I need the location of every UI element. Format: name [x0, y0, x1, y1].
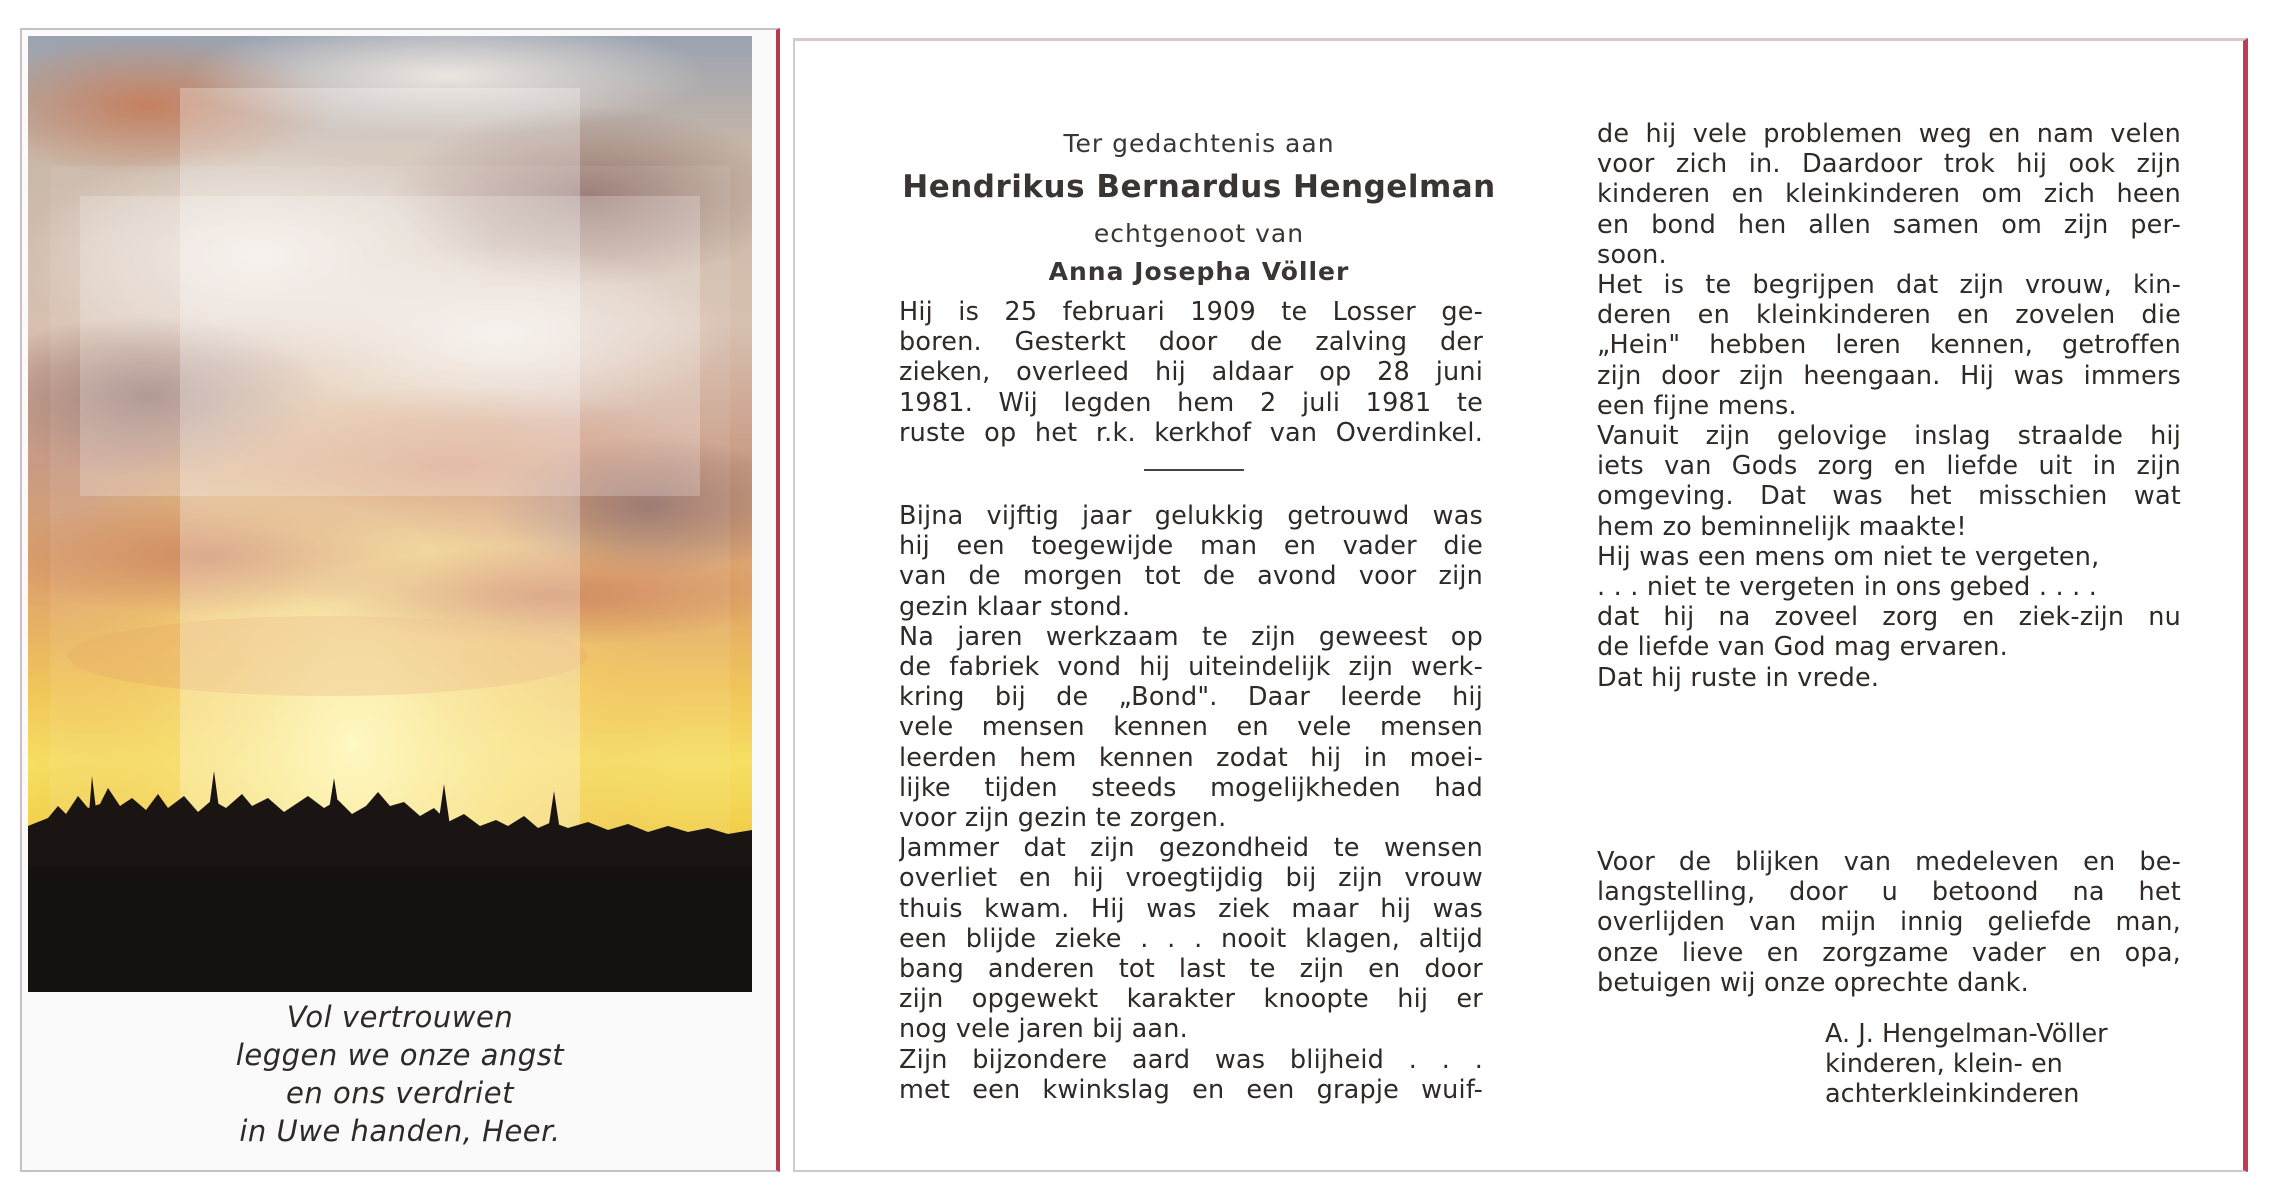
verse-line: en ons verdriet — [286, 1076, 514, 1110]
body-line: . . . niet te vergeten in ons gebed . . . . — [1597, 572, 2097, 603]
body-line: leerden hem kennen zodat hij in moei- — [899, 742, 1483, 773]
thanks-line: overlijden van mijn innig geliefde man, — [1597, 907, 2181, 938]
sunset-cross-photo — [28, 36, 752, 992]
verse — [22, 998, 778, 1150]
biography-line: 1981. Wij legden hem 2 juli 1981 te — [899, 387, 1483, 418]
sunset-photo-illustration — [28, 36, 752, 992]
body-line: „Hein" hebben leren kennen, getroffen — [1597, 330, 2181, 361]
body-text-left — [899, 501, 1483, 1105]
section-divider — [1144, 469, 1244, 471]
thanks-line: Voor de blijken van medeleven en be- — [1597, 847, 2181, 877]
memorial-card-text — [793, 38, 2248, 1172]
biography-line: ruste op het r.k. kerkhof van Overdinkel. — [899, 417, 1483, 448]
biography-line: zieken, overleed hij aldaar op 28 juni — [899, 357, 1483, 388]
body-line: Jammer dat zijn gezondheid te wensen — [899, 833, 1483, 864]
body-text-right — [1597, 119, 2181, 693]
body-line: omgeving. Dat was het misschien wat — [1597, 481, 2181, 512]
spouse-name: Anna Josepha Völler — [1048, 257, 1350, 286]
body-line: soon. — [1597, 239, 1667, 270]
signature-name: A. J. Hengelman-Völler — [1825, 1019, 2108, 1049]
body-line: bang anderen tot last te zijn en door — [899, 954, 1483, 985]
biography-paragraph — [899, 297, 1483, 448]
body-line: Vanuit zijn gelovige inslag straalde hij — [1597, 421, 2181, 452]
body-line: een fijne mens. — [1597, 390, 1797, 421]
body-line: Na jaren werkzaam te zijn geweest op — [899, 621, 1483, 652]
verse-line: in Uwe handen, Heer. — [239, 1114, 561, 1148]
memorial-card-front — [20, 28, 780, 1172]
body-line: een blijde zieke . . . nooit klagen, altijd — [899, 923, 1483, 954]
body-line: overliet en hij vroegtijdig bij zijn vrouw — [899, 863, 1483, 894]
body-line: hem zo beminnelijk maakte! — [1597, 511, 1967, 542]
biography-line: Hij is 25 februari 1909 te Losser ge- — [899, 297, 1483, 327]
intro-heading: Ter gedachtenis aan — [1063, 129, 1335, 158]
signature-block — [1825, 1019, 2108, 1110]
body-line: Dat hij ruste in vrede. — [1597, 662, 1880, 693]
body-line: iets van Gods zorg en liefde uit in zijn — [1597, 451, 2181, 482]
signature-line: achterkleinkinderen — [1825, 1079, 2080, 1110]
body-line: de hij vele problemen weg en nam velen — [1597, 119, 2181, 149]
body-line: hij een toegewijde man en vader die — [899, 531, 1483, 562]
deceased-name: Hendrikus Bernardus Hengelman — [902, 169, 1496, 205]
body-line: Bijna vijftig jaar gelukkig getrouwd was — [899, 501, 1483, 531]
body-line: voor zich in. Daardoor trok hij ook zijn — [1597, 149, 2181, 180]
body-line: van de morgen tot de avond voor zijn — [899, 561, 1483, 592]
body-line: en bond hen allen samen om zijn per- — [1597, 209, 2181, 240]
body-line: zijn opgewekt karakter knoopte hij er — [899, 984, 1483, 1015]
thanks-line: langstelling, door u betoond na het — [1597, 877, 2181, 908]
body-line: vele mensen kennen en vele mensen — [899, 712, 1483, 743]
body-line: de liefde van God mag ervaren. — [1597, 632, 2008, 663]
thanks-paragraph — [1597, 847, 2181, 998]
thanks-line: betuigen wij onze oprechte dank. — [1597, 967, 2029, 998]
body-line: thuis kwam. Hij was ziek maar hij was — [899, 893, 1483, 924]
body-line: kring bij de „Bond". Daar leerde hij — [899, 682, 1483, 713]
body-line: voor zijn gezin te zorgen. — [899, 803, 1227, 834]
relation-label: echtgenoot van — [1093, 219, 1305, 248]
body-line: de fabriek vond hij uiteindelijk zijn werk- — [899, 652, 1483, 683]
thanks-line: onze lieve en zorgzame vader en opa, — [1597, 937, 2181, 968]
biography-line: boren. Gesterkt door de zalving der — [899, 327, 1483, 358]
verse-line: Vol vertrouwen — [286, 1000, 514, 1034]
body-line: met een kwinkslag en een grapje wuif- — [899, 1074, 1483, 1105]
verse-line: leggen we onze angst — [235, 1038, 565, 1072]
body-line: zijn door zijn heengaan. Hij was immers — [1597, 360, 2181, 391]
body-line: Het is te begrijpen dat zijn vrouw, kin- — [1597, 270, 2181, 301]
body-line: kinderen en kleinkinderen om zich heen — [1597, 179, 2181, 210]
body-line: Hij was een mens om niet te vergeten, — [1597, 541, 2100, 572]
body-line: gezin klaar stond. — [899, 591, 1131, 622]
body-line: lijke tijden steeds mogelijkheden had — [899, 772, 1483, 803]
body-line: deren en kleinkinderen en zovelen die — [1597, 300, 2181, 331]
signature-line: kinderen, klein- en — [1825, 1049, 2063, 1080]
body-line: Zijn bijzondere aard was blijheid . . . — [899, 1044, 1483, 1075]
body-line: nog vele jaren bij aan. — [899, 1014, 1188, 1045]
body-line: dat hij na zoveel zorg en ziek-zijn nu — [1597, 602, 2181, 633]
